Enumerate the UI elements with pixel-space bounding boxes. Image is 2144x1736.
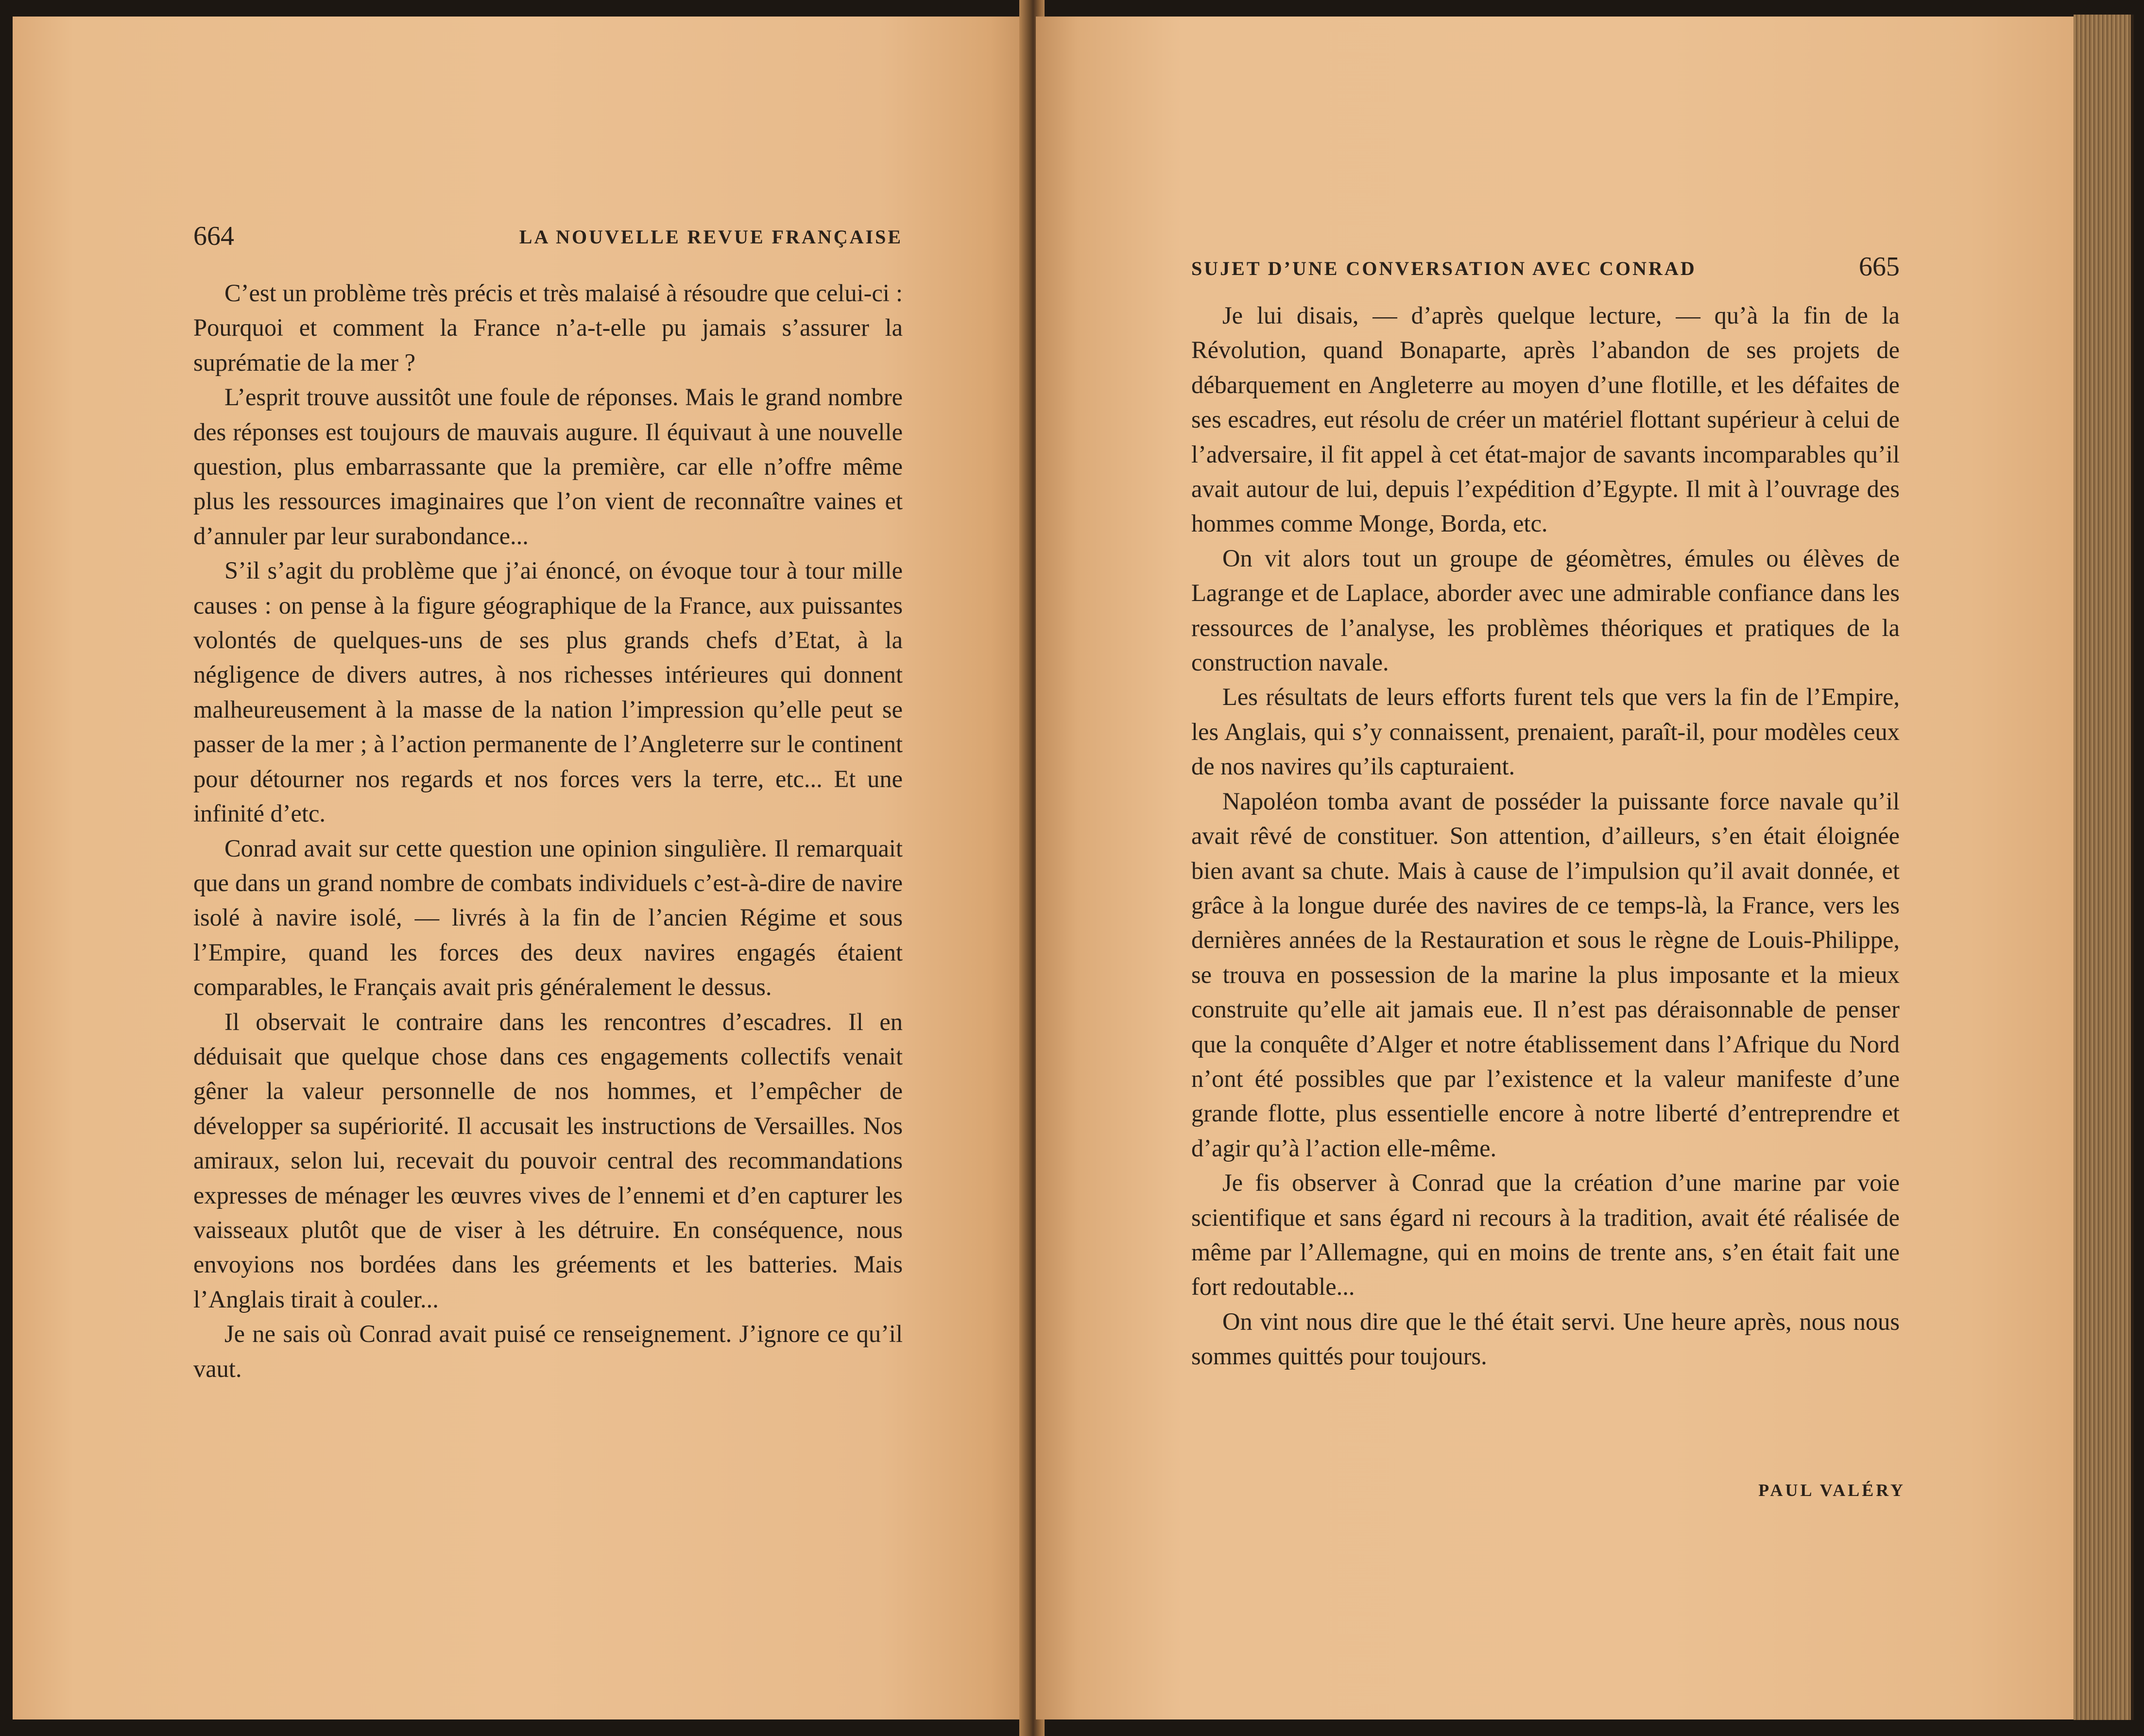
right-page: [1036, 17, 2074, 1719]
page-edges: [2074, 15, 2134, 1720]
page-number: 665: [1859, 252, 1900, 282]
paragraph: C’est un problème très précis et très malaisé à résoudre que celui-ci : Pourquoi et comment la France n’a-t-elle pu jamais s’assurer la suprématie de la mer ?: [193, 279, 903, 376]
running-head-title: SUJET D’UNE CONVERSATION AVEC CONRAD: [1191, 258, 1697, 279]
paragraph: Il observait le contraire dans les rencontres d’escadres. Il en déduisait que quelque chose dans ces engagements collectifs venait gêner la valeur personnelle de nos hommes, et l’empêcher de développer sa supériorité. Il accusait les instructions de Versailles. Nos amiraux, selon lui, recevait du pouvoir central des recommandations expresses de ménager les œuvres vives de l’ennemi et d’en capturer les vaisseaux plutôt que de viser à les détruire. En conséquence, nous envoyions nos bordées dans les gréements et les batteries. Mais l’Anglais tirait à couler...: [193, 1008, 903, 1313]
running-head-title: LA NOUVELLE REVUE FRANÇAISE: [519, 226, 903, 248]
running-head: [193, 221, 903, 259]
paragraph: Je ne sais où Conrad avait puisé ce renseignement. J’ignore ce qu’il vaut.: [193, 1320, 903, 1382]
author-signature: PAUL VALÉRY: [1758, 1480, 1905, 1500]
paragraph: S’il s’agit du problème que j’ai énoncé, on évoque tour à tour mille causes : on pense à la figure géographique de la France, aux puissantes volontés de quelques-uns de ses plus grands chefs d’Etat, à la négligence de divers autres, à nos richesses intérieures qui donnent malheureusement à la masse de la nation l’impression qu’elle peut se passer de la mer ; à l’action permanente de l’Angleterre sur le continent pour détourner nos regards et nos forces vers la terre, etc... Et une infinité d’etc.: [193, 557, 903, 827]
paragraph: Conrad avait sur cette question une opinion singulière. Il remarquait que dans un grand nombre de combats individuels c’est-à-dire de navire isolé à navire isolé, — livrés à la fin de l’ancien Régime et sous l’Empire, quand les forces des deux navires engagés étaient comparables, le Français avait pris généralement le dessus.: [193, 834, 903, 1001]
text-block: [1191, 298, 1900, 1374]
paragraph: Je lui disais, — d’après quelque lecture, — qu’à la fin de la Révolution, quand Bonaparte, après l’abandon de ses projets de débarquement en Angleterre au moyen d’une flotille, et les défaites de ses escadres, eut résolu de créer un matériel flottant supérieur à celui de l’adversaire, il fit appel à cet état-major de savants incomparables qu’il avait autour de lui, depuis l’expédition d’Egypte. Il mit à l’ouvrage des hommes comme Monge, Borda, etc.: [1191, 302, 1900, 537]
paragraph: Je fis observer à Conrad que la création d’une marine par voie scientifique et sans égard ni recours à la tradition, avait été réalisée de même par l’Allemagne, qui en moins de trente ans, s’en était fait une fort redoutable...: [1191, 1169, 1900, 1301]
running-head: [1191, 238, 1900, 282]
text-block: [193, 276, 903, 1386]
left-page: [13, 17, 1031, 1719]
paragraph: Napoléon tomba avant de posséder la puissante force navale qu’il avait rêvé de constituer. Son attention, d’ailleurs, s’en était éloignée bien avant sa chute. Mais à cause de l’impulsion qu’il avait donnée, et grâce à la longue durée des navires de ce temps-là, la France, vers les dernières années de la Restauration et sous le règne de Louis-Philippe, se trouva en possession de la marine la plus imposante et la mieux construite qu’elle ait jamais eue. Il n’est pas déraisonnable de penser que la conquête d’Alger et notre établissement dans l’Afrique du Nord n’ont été possibles que par l’existence et la valeur manifeste d’une grande flotte, plus essentielle encore à notre liberté d’entreprendre et d’agir qu’à l’action elle-même.: [1191, 787, 1900, 1162]
paragraph: On vit alors tout un groupe de géomètres, émules ou élèves de Lagrange et de Laplace, aborder avec une admirable confiance dans les ressources de l’analyse, les problèmes théoriques et pratiques de la construction navale.: [1191, 544, 1900, 676]
paragraph: On vint nous dire que le thé était servi. Une heure après, nous nous sommes quittés pour toujours.: [1191, 1307, 1900, 1370]
paragraph: L’esprit trouve aussitôt une foule de réponses. Mais le grand nombre des réponses est toujours de mauvais augure. Il équivaut à une nouvelle question, plus embarrassante que la première, car elle n’offre même plus les ressources imaginaires que l’on vient de reconnaître vaines et d’annuler par leur surabondance...: [193, 383, 903, 550]
page-number: 664: [193, 221, 234, 251]
paragraph: Les résultats de leurs efforts furent tels que vers la fin de l’Empire, les Anglais, qui s’y connaissent, prenaient, paraît-il, pour modèles ceux de nos navires qu’ils capturaient.: [1191, 683, 1900, 780]
